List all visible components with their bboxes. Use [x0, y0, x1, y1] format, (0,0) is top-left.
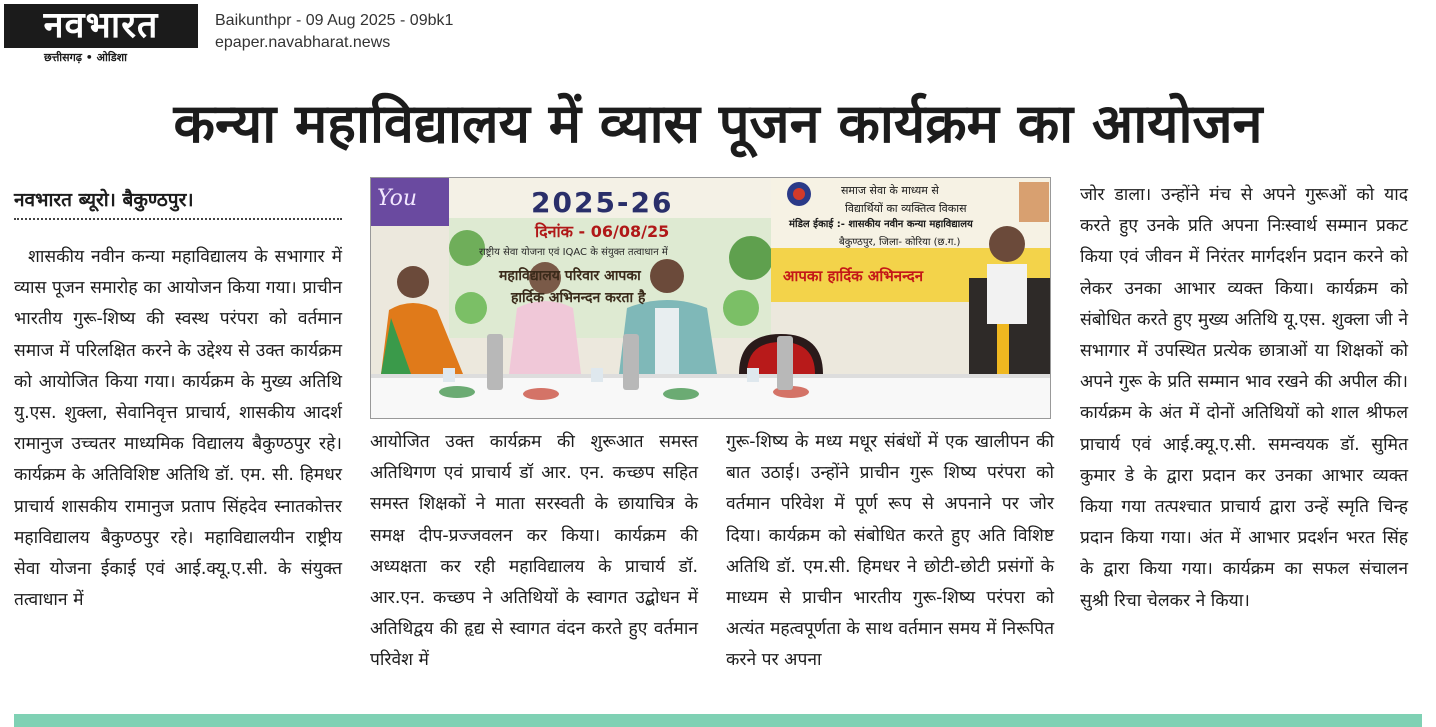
event-photo [370, 177, 1051, 419]
byline-divider [14, 218, 342, 220]
banner-year: 2025-26 [531, 186, 674, 219]
banner-left-line3: राष्ट्रीय सेवा योजना एवं IQAC के संयुक्त तत्वाधान में [479, 247, 668, 258]
footer-color-bar [14, 714, 1422, 727]
logo-subtitle: छत्तीसगढ़ • ओडिशा [44, 51, 127, 64]
article-column-1: शासकीय नवीन कन्या महाविद्यालय के सभागार में व्यास पूजन समारोह का आयोजन किया गया। प्राचीन भारतीय गुरू-शिष्य की स्वस्थ परंपरा को वर्तमान समाज में परिलक्षित करने के उद्देश्य से उक्त कार्यक्रम को आयोजित किया गया। कार्यक्रम के मुख्य अतिथि यु.एस. शुक्ला, सेवानिवृत्त प्राचार्य, शासकीय आदर्श रामानुज उच्चतर माध्यमिक विद्यालय बैकुण्ठपुर रहे। कार्यक्रम के अतिविशिष्ट अतिथि डॉ. एम. सी. हिमधर प्राचार्य शासकीय रामानुज प्रताप सिंहदेव स्नातकोत्तर महाविद्यालय बैकुण्ठपुर रहे। महाविद्यालयीन राष्ट्रीय सेवा योजना ईकाई एवं आई.क्यू.ए.सी. के संयुक्त तत्वाधान में [14, 247, 342, 611]
banner-left-line5: हार्दिक अभिनन्दन करता है [511, 290, 646, 306]
edition-line: Baikunthpr - 09 Aug 2025 - 09bk1 [215, 12, 454, 29]
banner-right-line3: मंडिल ईकाई :- शासकीय नवीन कन्या महाविद्यालय [789, 219, 973, 230]
banner-you-text: You [377, 186, 418, 211]
article-column-2: आयोजित उक्त कार्यक्रम की शुरूआत समस्त अतिथिगण एवं प्राचार्य डॉ आर. एन. कच्छप सहित समस्त शिक्षकों ने माता सरस्वती के छायाचित्र के समक्ष दीप-प्रज्जवलन कर किया। कार्यक्रम की अध्यक्षता कर रही महाविद्यालय के प्राचार्य डॉ. आर.एन. कच्छप ने अतिथियों के स्वागत उद्बोधन में अतिथिद्वय की हृद्य से स्वागत वंदन करते हुए वर्तमान परिवेश में [370, 432, 698, 671]
article-column-3: गुरू-शिष्य के मध्य मधूर संबंधों में एक खालीपन की बात उठाई। उन्होंने प्राचीन गुरू शिष्य परंपरा को वर्तमान परिवेश में पूर्ण रूप से अपनाने पर जोर दिया। कार्यक्रम को संबोधित करते हुए अति विशिष्ट अतिथि डॉ. एम.सी. हिमधर ने छोटी-छोटी प्रसंगों के माध्यम से प्राचीन भारतीय गुरू-शिष्य परंपरा को अत्यंत महत्वपूर्णता के साथ वर्तमान समय में निरूपित करने पर अपना [726, 432, 1054, 671]
edition-info [215, 10, 453, 54]
banner-right-line5: आपका हार्दिक अभिनन्दन [783, 267, 924, 285]
banner-right-line4: बैकुण्ठपुर, जिला- कोरिया (छ.ग.) [839, 237, 961, 248]
newspaper-logo [4, 4, 198, 62]
article-byline: नवभारत ब्यूरो। बैकुण्ठपुर। [14, 189, 194, 211]
site-url: epaper.navabharat.news [215, 34, 391, 51]
banner-right-line2: विद्यार्थियों का व्यक्तित्व विकास [845, 202, 967, 215]
banner-left-line4: महाविद्यालय परिवार आपका [499, 268, 641, 284]
article-headline: कन्या महाविद्यालय में व्यास पूजन कार्यक्रम का आयोजन [173, 92, 1263, 155]
banner-right-line1: समाज सेवा के माध्यम से [841, 184, 939, 197]
banner-date: दिनांक - 06/08/25 [535, 222, 670, 241]
article-column-4: जोर डाला। उन्होंने मंच से अपने गुरूओं को याद करते हुए उनके प्रति अपना निःस्वार्थ सम्मान प्रकट किया एवं जीवन में निरंतर मार्गदर्शन प्रदान करने को लेकर उनका आभार व्यक्त किया। कार्यक्रम को संबोधित करते हुए मुख्य अतिथि यू.एस. शुक्ला जी ने सभागार में उपस्थित प्रत्येक छात्राओं या शिक्षकों को अपने गुरू के प्रति सम्मान भाव रखने की अपील की। कार्यक्रम के अंत में दोनों अतिथियों को शाल श्रीफल प्राचार्य एवं आई.क्यू.ए.सी. समन्वयक डॉ. सुमित कुमार डे के द्वारा प्रदान कर उनका आभार व्यक्त किया गया तत्पश्चात प्राचार्य द्वारा उन्हें स्मृति चिन्ह प्रदान किया गया। अंत में आभार प्रदर्शन भरत सिंह के द्वारा किया गया। कार्यक्रम का सफल संचालन सुश्री रिचा चेलकर ने किया। [1080, 185, 1408, 611]
logo-wordmark: नवभारत [4, 4, 198, 48]
